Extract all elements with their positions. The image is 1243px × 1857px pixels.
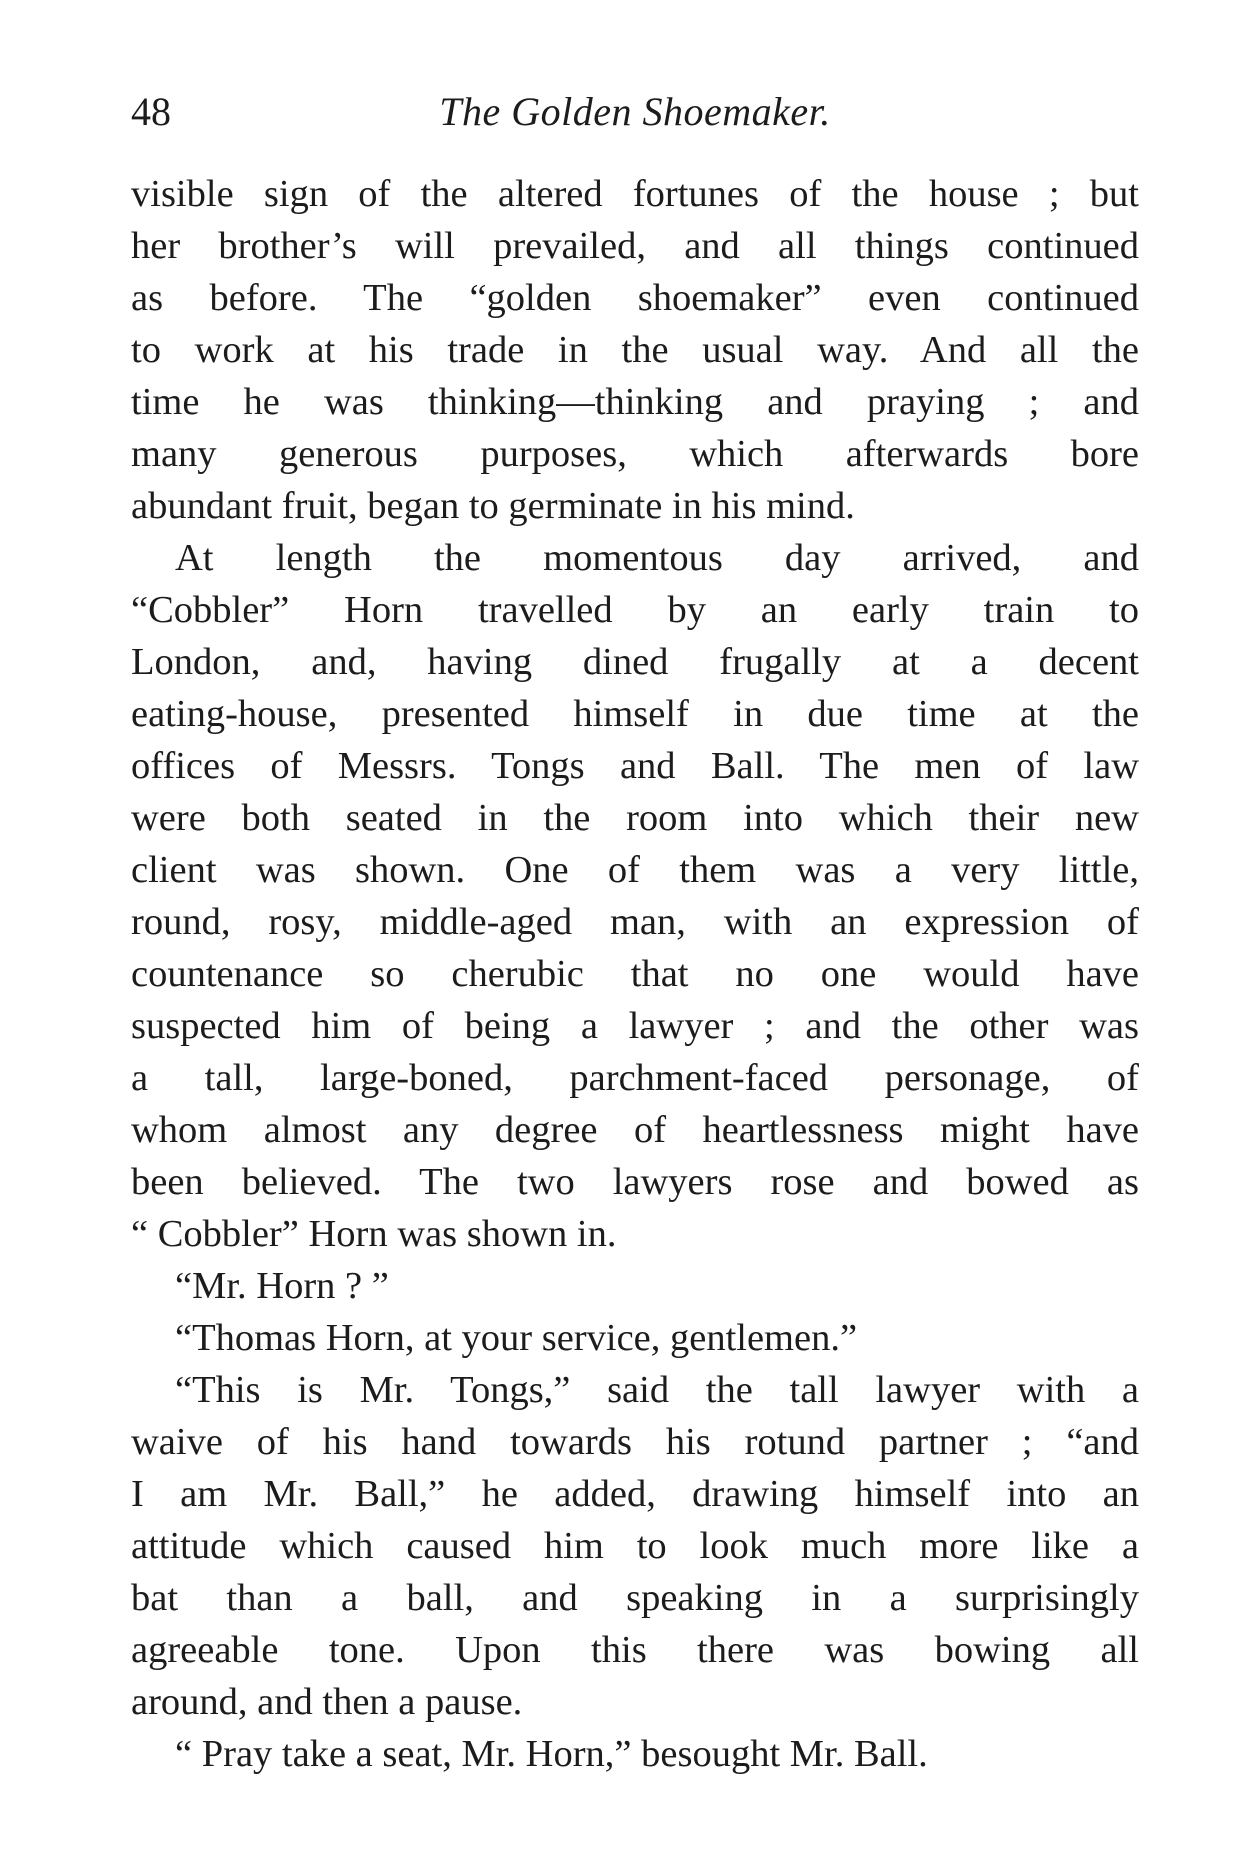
- text-line: many generous purposes, which afterwards bore: [131, 433, 1139, 475]
- text-line: whom almost any degree of heartlessness might have: [131, 1109, 1139, 1151]
- text-line: waive of his hand towards his rotund partner ; “and: [131, 1421, 1139, 1463]
- text-line: London, and, having dined frugally at a decent: [131, 641, 1139, 683]
- text-line: around, and then a pause.: [131, 1681, 523, 1723]
- text-line: “This is Mr. Tongs,” said the tall lawyer with a: [175, 1369, 1139, 1411]
- text-line: her brother’s will prevailed, and all things continued: [131, 225, 1139, 267]
- text-line: abundant fruit, began to germinate in his mind.: [131, 485, 855, 527]
- text-line: “Thomas Horn, at your service, gentlemen.”: [175, 1317, 858, 1359]
- text-line: “Cobbler” Horn travelled by an early train to: [131, 589, 1139, 631]
- text-line: client was shown. One of them was a very little,: [131, 849, 1139, 891]
- text-line: a tall, large-boned, parchment-faced personage, of: [131, 1057, 1139, 1099]
- text-line: agreeable tone. Upon this there was bowing all: [131, 1629, 1139, 1671]
- text-line: I am Mr. Ball,” he added, drawing himself into an: [131, 1473, 1139, 1515]
- running-title: The Golden Shoemaker.: [439, 89, 831, 134]
- text-line: been believed. The two lawyers rose and bowed as: [131, 1161, 1139, 1203]
- text-line: suspected him of being a lawyer ; and the other was: [131, 1005, 1139, 1047]
- text-line: “ Pray take a seat, Mr. Horn,” besought Mr. Ball.: [175, 1733, 928, 1775]
- text-line: visible sign of the altered fortunes of the house ; but: [131, 173, 1139, 215]
- text-line: as before. The “golden shoemaker” even continued: [131, 277, 1139, 319]
- text-line: countenance so cherubic that no one would have: [131, 953, 1139, 995]
- text-line: attitude which caused him to look much more like a: [131, 1525, 1139, 1567]
- text-line: offices of Messrs. Tongs and Ball. The men of law: [131, 745, 1139, 787]
- text-line: to work at his trade in the usual way. And all the: [131, 329, 1139, 371]
- text-line: At length the momentous day arrived, and: [175, 537, 1139, 579]
- text-line: eating-house, presented himself in due time at the: [131, 693, 1139, 735]
- body-text: [131, 168, 1139, 1780]
- text-line: “Mr. Horn ? ”: [175, 1265, 389, 1307]
- page-header: [131, 82, 1139, 142]
- text-line: round, rosy, middle-aged man, with an expression of: [131, 901, 1139, 943]
- text-line: were both seated in the room into which their new: [131, 797, 1139, 839]
- text-line: “ Cobbler” Horn was shown in.: [131, 1213, 617, 1255]
- text-line: time he was thinking—thinking and praying ; and: [131, 381, 1139, 423]
- text-line: bat than a ball, and speaking in a surprisingly: [131, 1577, 1139, 1619]
- page-number: 48: [131, 89, 171, 134]
